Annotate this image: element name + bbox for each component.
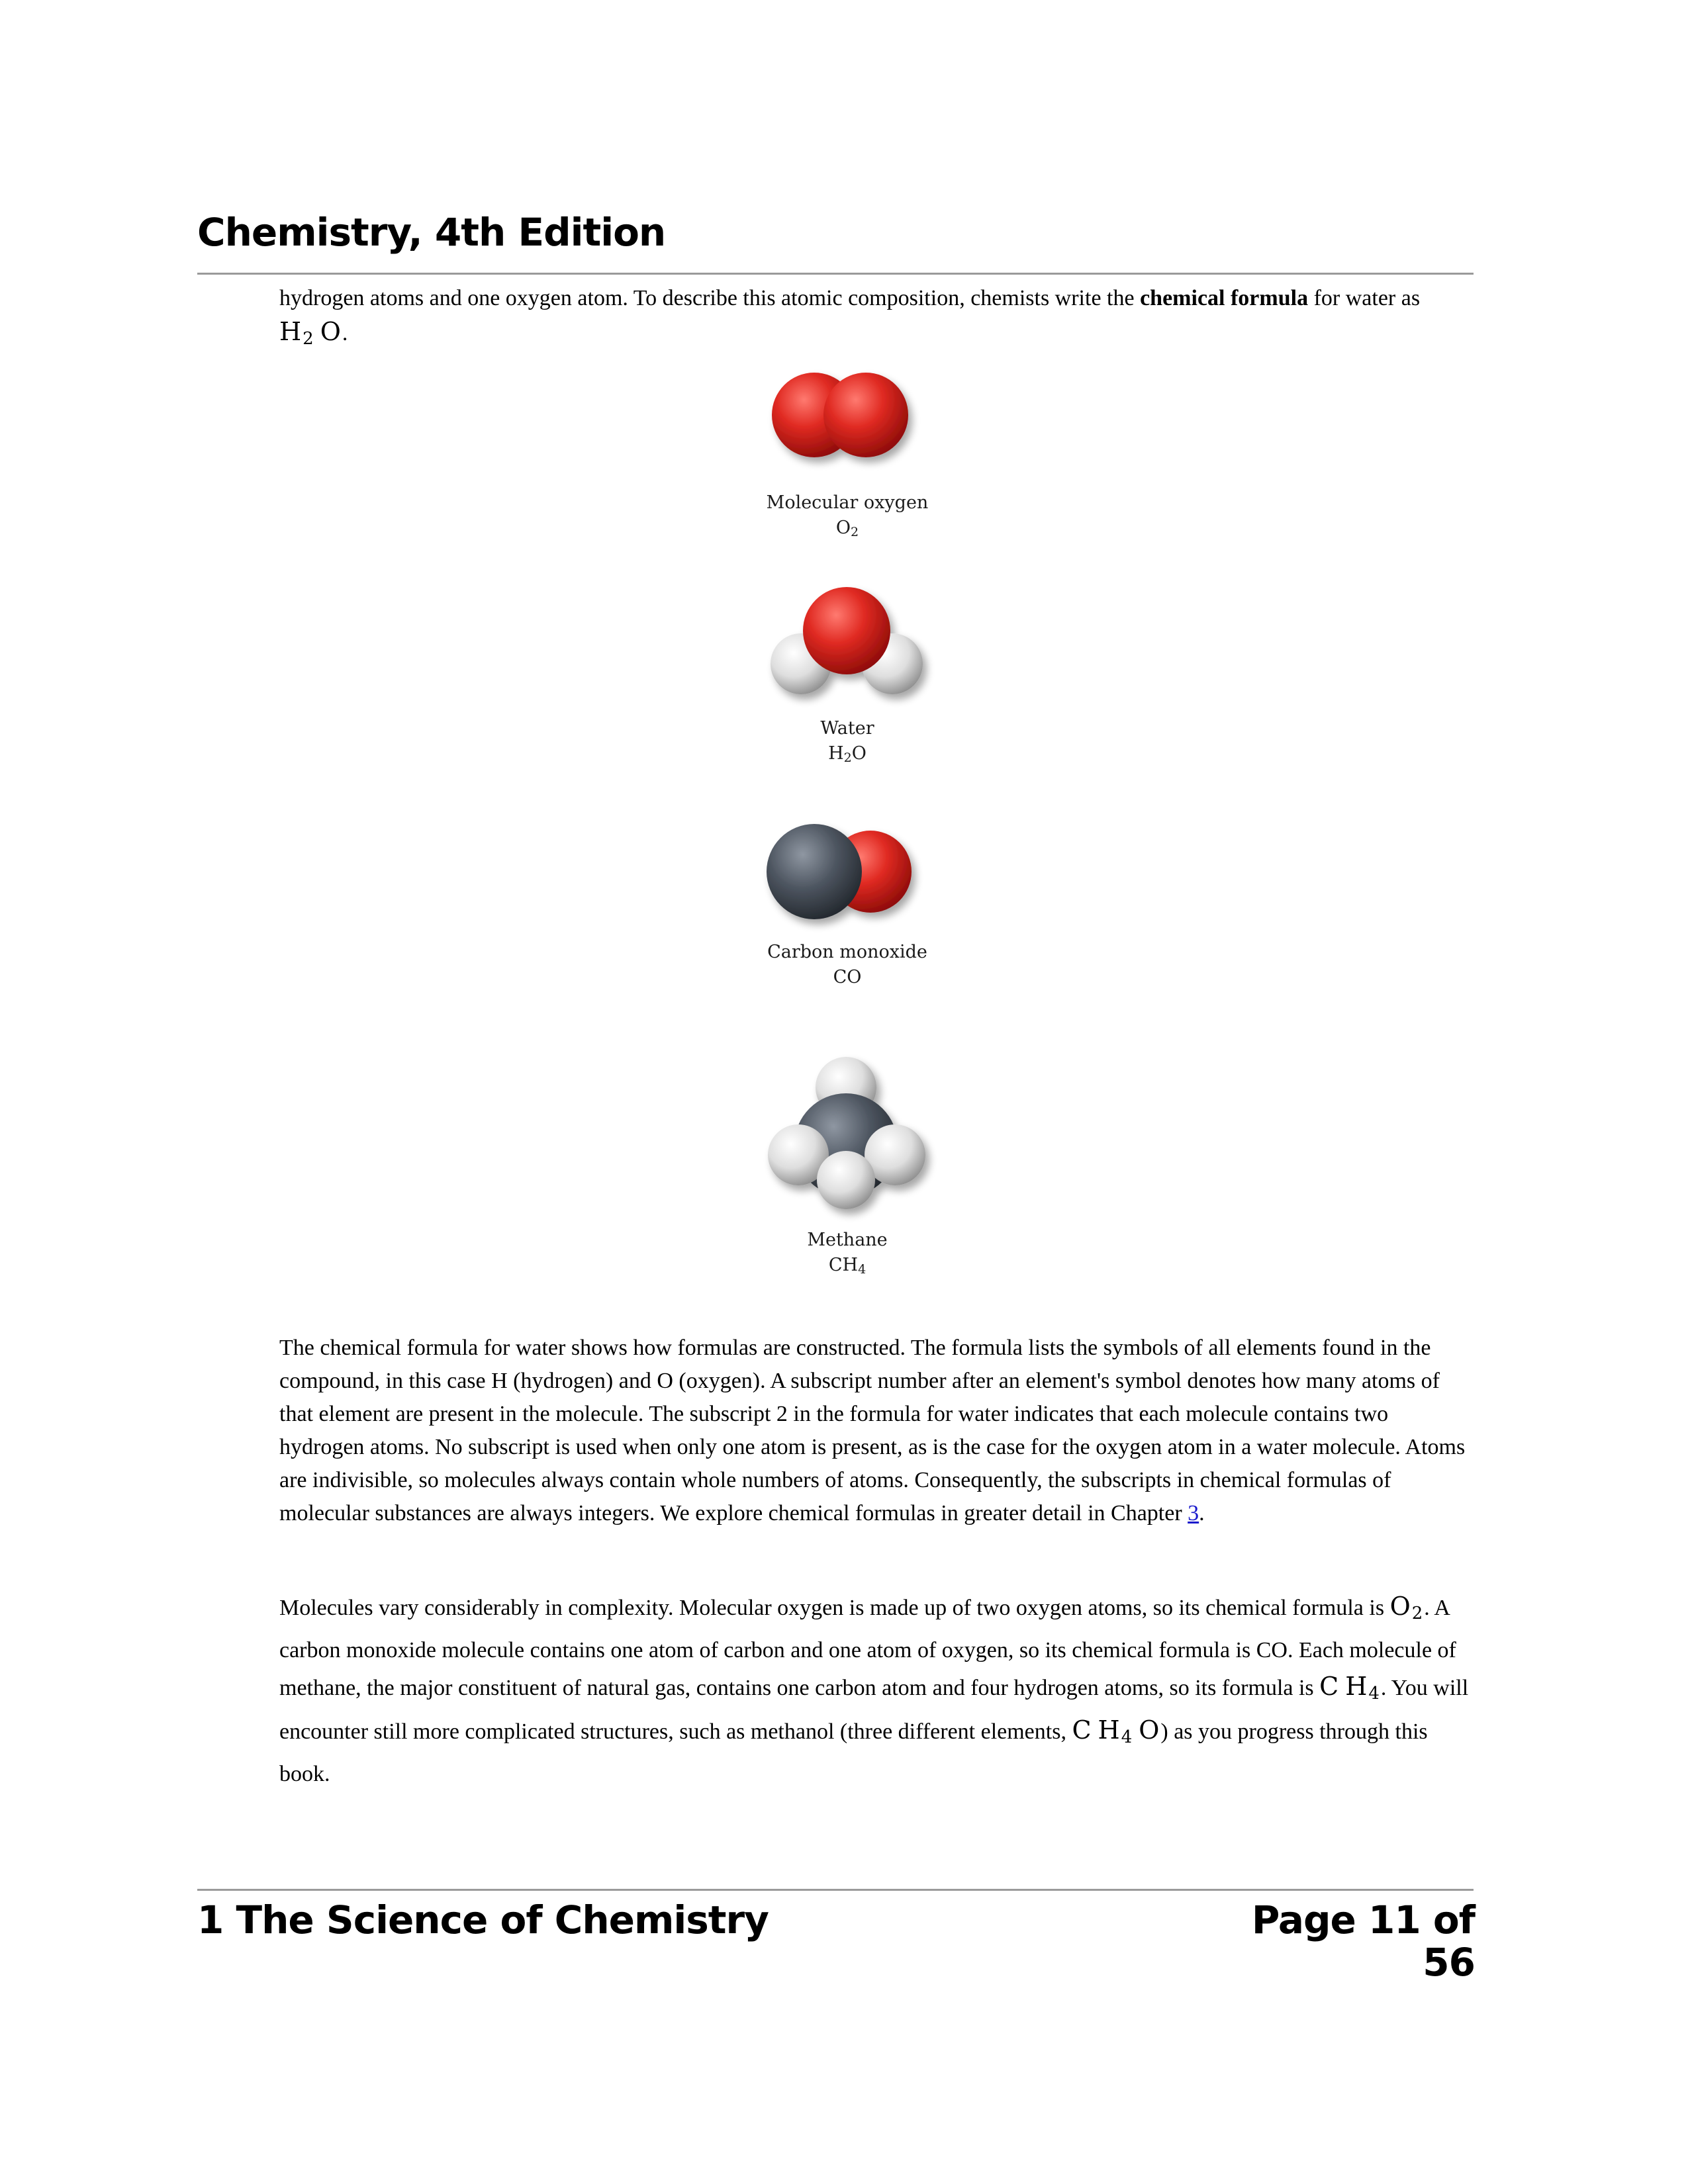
document-title: Chemistry, 4th Edition (197, 210, 666, 255)
molecule-caption (748, 940, 947, 994)
molecule-carbon-monoxide (748, 817, 947, 1009)
molecule-formula: $H_2O$ (828, 743, 867, 765)
molecule-caption (748, 490, 947, 545)
chapter-title: 1 The Science of Chemistry (197, 1897, 769, 1942)
oxygen-atom (823, 373, 908, 457)
molecule-caption (748, 1228, 947, 1282)
formula-h2o: $H_2$ O (279, 317, 342, 349)
paragraph-text: hydrogen atoms and one oxygen atom. To describe this atomic composition, chemists write the (279, 286, 1141, 310)
paragraph-text: The chemical formula for water shows how formulas are constructed. The formula lists the symbols of all elements found in the compound, in this case H (hydrogen) and O (oxygen). A subscript number after an element's symbol denotes how many atoms of that element are present in the molecule. The subscript 2 in the formula for water indicates that each molecule contains two hydrogen atoms. No subscript is used when only one atom is present, as is the case for the oxygen atom in a water molecule. Atoms are indivisible, so molecules always contain whole numbers of atoms. Consequently, the subscripts in chemical formulas of molecular substances are always integers. We explore chemical formulas in greater detail in Chapter (279, 1336, 1466, 1525)
hydrogen-atom (817, 1151, 875, 1209)
molecule-oxygen (748, 361, 947, 553)
molecule-caption (748, 716, 947, 770)
paragraph-text: . You will encounter still more complicated structures, such as methanol (three different elements, (279, 1676, 1469, 1744)
paragraph-text: . A carbon monoxide molecule contains one atom of carbon and one atom of oxygen, so its chemical formula is CO. Each molecule of methane, the major constituent of natural gas, contains one carbon atom and four hydrogen atoms, so its formula is (279, 1596, 1456, 1700)
footer-divider (197, 1889, 1474, 1891)
carbon-atom (767, 824, 862, 919)
molecule-name: Molecular oxygen (766, 492, 929, 513)
term-chemical-formula: chemical formula (1140, 286, 1309, 310)
paragraph-text: ) as you progress through this book. (279, 1719, 1428, 1786)
molecule-formula: CO (833, 967, 862, 987)
molecule-complexity-paragraph (279, 1588, 1471, 1792)
chapter-3-link[interactable]: 3 (1188, 1501, 1199, 1525)
methane-molecule-model (748, 1036, 947, 1234)
molecule-name: Methane (807, 1230, 888, 1250)
molecule-formula: $CH_4$ (828, 1255, 867, 1277)
molecule-name: Water (820, 718, 874, 739)
formula-ch4: C $H_4$ (1319, 1672, 1381, 1704)
paragraph-text: for water as (1308, 286, 1421, 310)
oxygen-atom (803, 587, 890, 674)
formula-o2: $O_2$ (1389, 1592, 1425, 1623)
water-molecule-model (748, 579, 947, 711)
intro-paragraph: hydrogen atoms and one oxygen atom. To describe this atomic composition, chemists write the chemical formula for water as $H_2$ O. (279, 286, 1421, 349)
molecule-water (748, 579, 947, 771)
molecule-name: Carbon monoxide (767, 942, 927, 962)
molecule-formula: $O_2$ (835, 518, 859, 539)
formula-explanation-paragraph: The chemical formula for water shows how formulas are constructed. The formula lists the symbols of all elements found in the compound, in this case H (hydrogen) and O (oxygen). A subscript number after an element's symbol denotes how many atoms of that element are present in the molecule. The subscript 2 in the formula for water indicates that each molecule contains two hydrogen atoms. No subscript is used when only one atom is present, as is the case for the oxygen atom in a water molecule. Atoms are indivisible, so molecules always contain whole numbers of atoms. Consequently, the subscripts in chemical formulas of molecular substances are always integers. We explore chemical formulas in greater detail in Chapter 3. (279, 1336, 1466, 1525)
oxygen-molecule-model (748, 361, 947, 473)
formula-ch4o: C $H_4$ O (1072, 1715, 1161, 1747)
page-number: Page 11 of 56 (1251, 1897, 1475, 1985)
molecule-methane (748, 1036, 947, 1300)
carbon-monoxide-molecule-model (748, 817, 947, 936)
header-divider (197, 273, 1474, 275)
paragraph-text: Molecules vary considerably in complexity. Molecular oxygen is made up of two oxygen atoms, so its chemical formula is (279, 1596, 1390, 1620)
